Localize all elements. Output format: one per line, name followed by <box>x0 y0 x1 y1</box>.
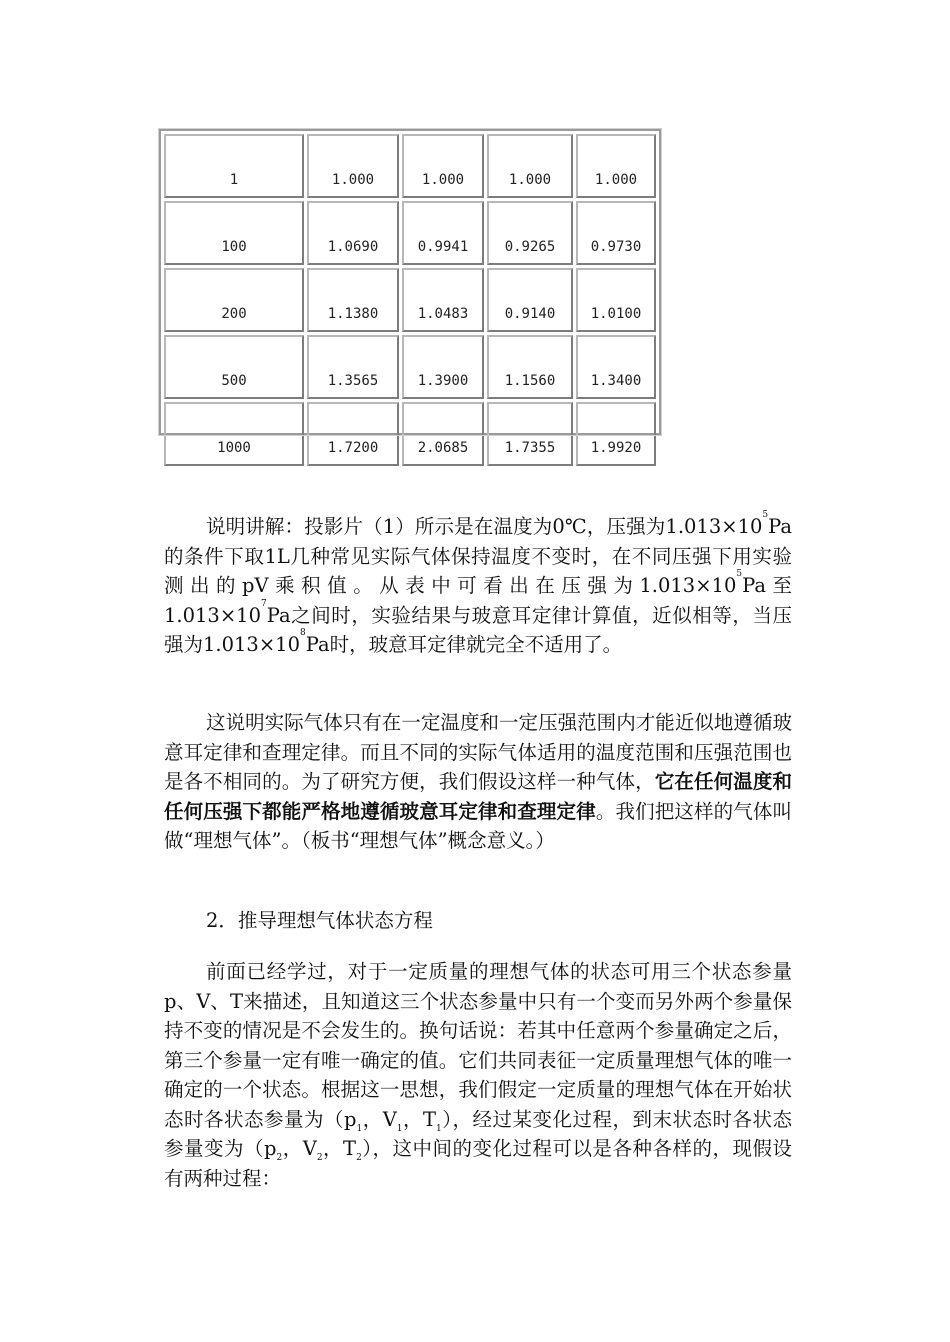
subscript: 2 <box>316 1153 323 1163</box>
table-cell: 0.9140 <box>487 268 573 332</box>
table-cell: 0.9941 <box>402 201 484 265</box>
table-cell: 0.9730 <box>576 201 656 265</box>
section-heading: 2．推导理想气体状态方程 <box>206 909 433 932</box>
text-run: Pa的条件下取1L几种常见实际气体保持温度不变时，在不同压强下用实验测出的pV乘积值。从表中可看出在压强为1.013×10 <box>164 515 792 597</box>
subscript: 1 <box>356 1123 363 1134</box>
exponent: 5 <box>736 569 743 579</box>
table-cell: 1.0483 <box>402 268 484 332</box>
bold-definition: 它在任何温度和任何压强下都能严格地遵循玻意耳定律和查理定律 <box>164 770 792 823</box>
subscript: 2 <box>276 1153 283 1163</box>
subscript: 1 <box>436 1123 442 1134</box>
table-cell: 1.3900 <box>402 335 484 399</box>
text-run: 。我们把这样的气体叫做“理想气体”。（板书“理想气体”概念意义。） <box>164 799 792 852</box>
text-run: Pa时，玻意耳定律就完全不适用了。 <box>305 633 623 656</box>
text-run: 前面已经学过，对于一定质量的理想气体的状态可用三个状态参量p、V、T来描述，且知道这三个状态参量中只有一个变而另外两个参量保持不变的情况是不会发生的。换句话说：若其中任意两个参量确定之后，第三个参量一定有唯一确定的值。它们共同表征一定质量理想气体的唯一确定的一个状态。根据这一思想，我们假定一定质量的理想气体在开始状态时各状态参量为（p <box>164 960 792 1131</box>
subscript: 2 <box>356 1153 362 1163</box>
text-run: ），这中间的变化过程可以是各种各样的，现假设有两种过程： <box>164 1137 793 1190</box>
table-cell: 1.0690 <box>307 201 399 265</box>
exponent: 5 <box>762 510 769 520</box>
table-cell: 1000 <box>164 402 304 466</box>
text-run: ），经过某变化过程，到末状态时各状态参量变为（p <box>164 1107 792 1160</box>
paragraph-explanation <box>164 512 792 660</box>
text-run: 说明讲解：投影片（1）所示是在温度为0℃，压强为1.013×10 <box>206 515 763 538</box>
text-run: ，T <box>322 1137 357 1160</box>
text-run: ，V <box>362 1107 397 1131</box>
table-row <box>164 201 656 265</box>
paragraph-derivation <box>164 957 792 1193</box>
table-row <box>164 402 656 466</box>
table-cell: 1.000 <box>487 134 573 198</box>
table-row <box>164 268 656 332</box>
table-cell: 1.7200 <box>307 402 399 466</box>
text-run: 这说明实际气体只有在一定温度和一定压强范围内才能近似地遵循玻意耳定律和查理定律。而且不同的实际气体适用的温度范围和压强范围也是各不相同的。为了研究方便，我们假设这样一种气体， <box>164 711 792 793</box>
table-cell: 0.9265 <box>487 201 573 265</box>
data-table <box>159 129 661 456</box>
table-cell: 1.1560 <box>487 335 573 399</box>
table-row <box>164 134 656 198</box>
table-cell: 1.3565 <box>307 335 399 399</box>
text-run: ，V <box>282 1137 317 1160</box>
exponent: 8 <box>299 628 306 638</box>
table-cell: 100 <box>164 201 304 265</box>
table-cell: 2.0685 <box>402 402 484 466</box>
exponent: 7 <box>260 598 267 609</box>
table-cell: 500 <box>164 335 304 399</box>
table-cell: 1.3400 <box>576 335 656 399</box>
table-cell: 1 <box>164 134 304 198</box>
text-run: Pa之间时，实验结果与玻意耳定律计算值，近似相等，当压强为1.013×10 <box>164 603 792 656</box>
text-run: ，T <box>402 1107 437 1131</box>
table-cell: 1.0100 <box>576 268 656 332</box>
table-cell: 1.1380 <box>307 268 399 332</box>
table-cell: 1.000 <box>576 134 656 198</box>
table-cell: 1.9920 <box>576 402 656 466</box>
table-cell: 1.7355 <box>487 402 573 466</box>
table-cell: 200 <box>164 268 304 332</box>
paragraph-ideal-gas <box>164 708 792 856</box>
table-row <box>164 335 656 399</box>
table-cell: 1.000 <box>402 134 484 198</box>
table-cell: 1.000 <box>307 134 399 198</box>
subscript: 1 <box>396 1123 403 1134</box>
text-run: Pa至1.013×10 <box>164 574 792 627</box>
